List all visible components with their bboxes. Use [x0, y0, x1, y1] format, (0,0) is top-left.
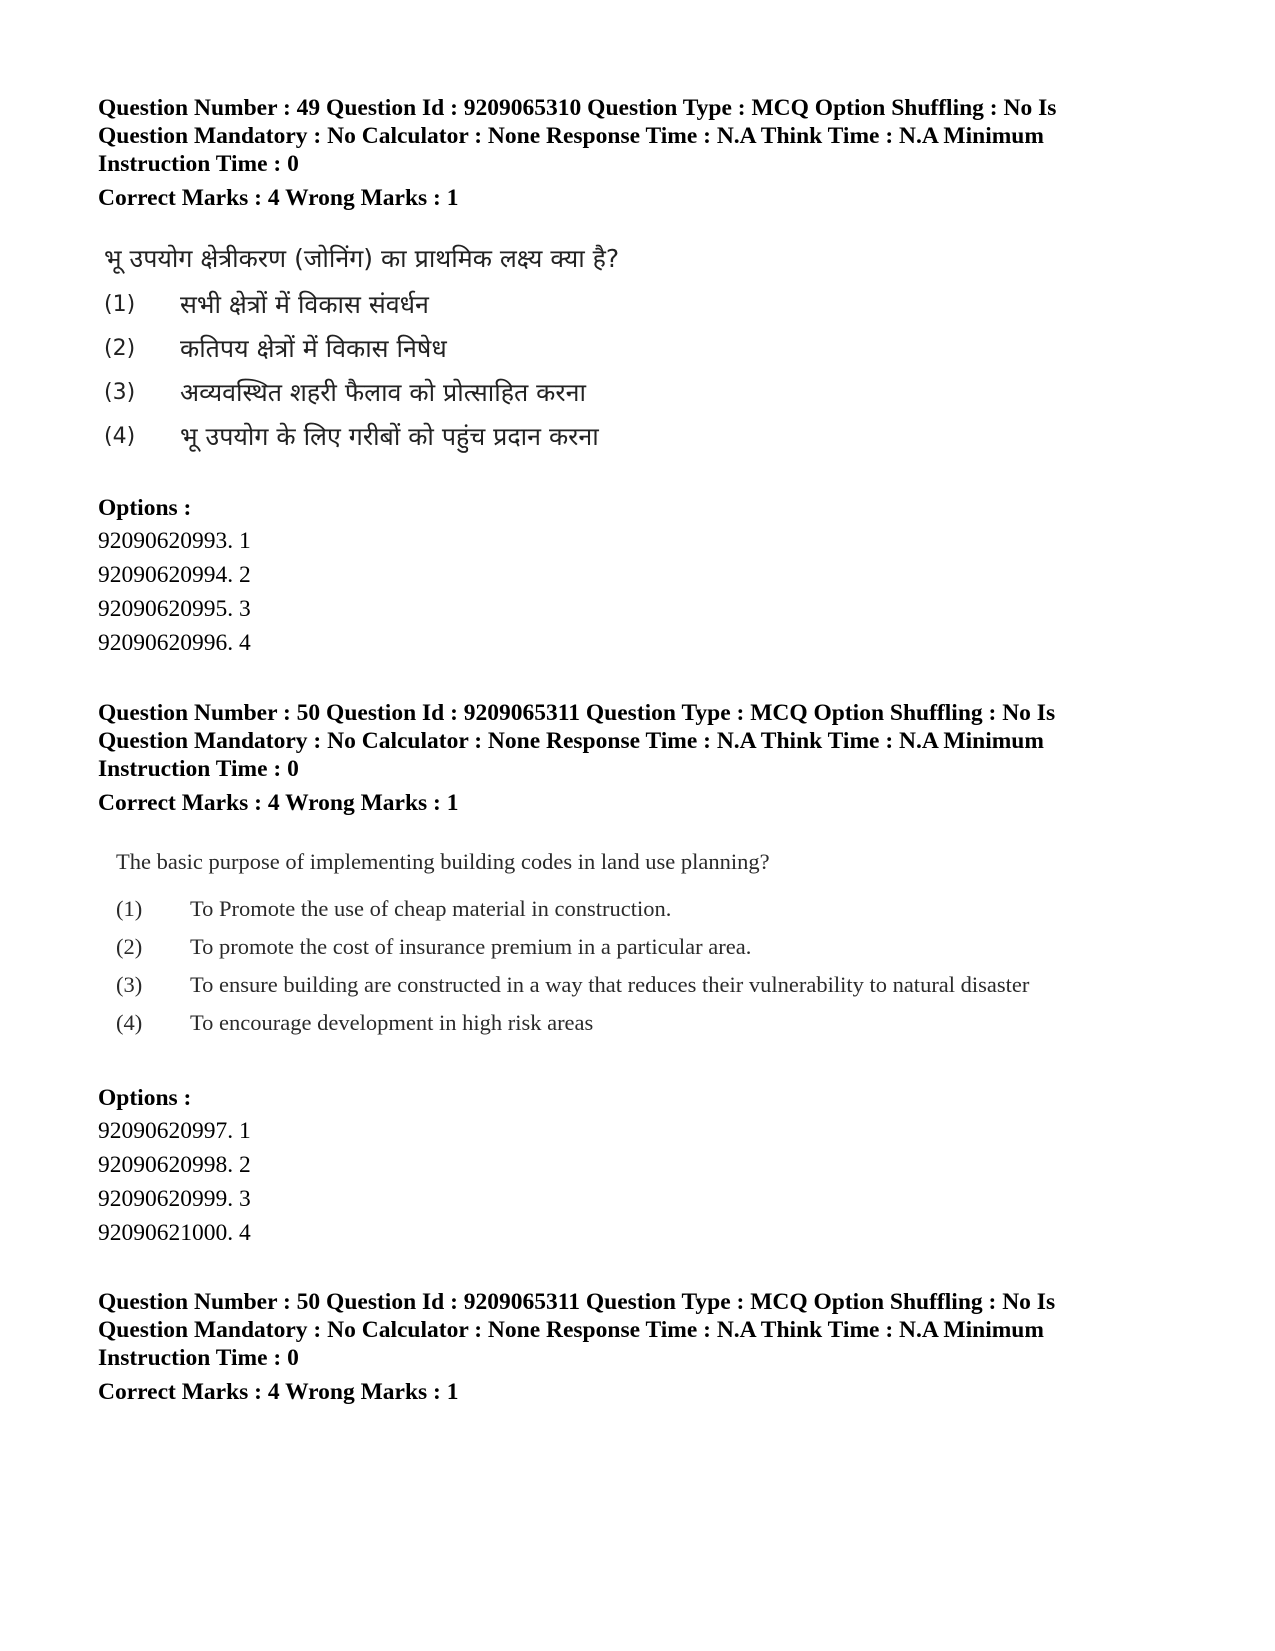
question-meta-line: Question Number : 50 Question Id : 9209065311 Question Type : MCQ Option Shuffling : No Is — [98, 1289, 1056, 1315]
question-stem: भू उपयोग क्षेत्रीकरण (जोनिंग) का प्राथमिक लक्ष्य क्या है? — [104, 244, 620, 273]
options-label: Options : — [98, 1085, 192, 1111]
choice-text: To encourage development in high risk areas — [190, 1010, 594, 1035]
question-49-body — [98, 244, 798, 466]
question-meta-line: Question Mandatory : No Calculator : None Response Time : N.A Think Time : N.A Minimum — [98, 123, 1044, 149]
choice-text: भू उपयोग के लिए गरीबों को पहुंच प्रदान करना — [180, 422, 599, 451]
choice-text: सभी क्षेत्रों में विकास संवर्धन — [180, 290, 429, 319]
option-line: 92090620997. 1 — [98, 1118, 251, 1144]
question-choice — [116, 1010, 1098, 1036]
question-meta-line: Question Mandatory : No Calculator : None Response Time : N.A Think Time : N.A Minimum — [98, 728, 1044, 754]
choice-number: (4) — [104, 424, 136, 449]
question-meta-line: Instruction Time : 0 — [98, 1345, 299, 1371]
option-line: 92090620998. 2 — [98, 1152, 251, 1178]
question-marks: Correct Marks : 4 Wrong Marks : 1 — [98, 1379, 459, 1405]
choice-text: To ensure building are constructed in a way that reduces their vulnerability to natural disaster — [190, 972, 1030, 997]
option-line: 92090620999. 3 — [98, 1186, 251, 1212]
question-50-repeat-header — [98, 1288, 1178, 1406]
question-49-options — [98, 494, 1178, 660]
choice-text: अव्यवस्थित शहरी फैलाव को प्रोत्साहित करना — [180, 378, 586, 407]
choice-number: (1) — [116, 896, 143, 921]
option-line: 92090620994. 2 — [98, 562, 251, 588]
question-choice — [104, 290, 798, 334]
question-meta-line: Question Number : 50 Question Id : 9209065311 Question Type : MCQ Option Shuffling : No Is — [98, 700, 1056, 726]
question-choice — [116, 972, 1098, 998]
question-choice — [104, 334, 798, 378]
question-50-body — [98, 848, 1098, 1048]
question-choice — [116, 934, 1098, 960]
choice-text: To Promote the use of cheap material in construction. — [190, 896, 672, 921]
question-50-options — [98, 1084, 1178, 1250]
question-choice — [116, 896, 1098, 922]
question-50-header — [98, 699, 1178, 817]
question-49-header — [98, 94, 1178, 212]
choice-number: (2) — [116, 934, 143, 959]
question-marks: Correct Marks : 4 Wrong Marks : 1 — [98, 185, 459, 211]
question-choice — [104, 422, 798, 466]
choice-text: कतिपय क्षेत्रों में विकास निषेध — [180, 334, 447, 363]
question-meta-line: Question Number : 49 Question Id : 9209065310 Question Type : MCQ Option Shuffling : No Is — [98, 95, 1057, 121]
choice-number: (2) — [104, 336, 136, 361]
option-line: 92090620993. 1 — [98, 528, 251, 554]
option-line: 92090621000. 4 — [98, 1220, 251, 1246]
question-marks: Correct Marks : 4 Wrong Marks : 1 — [98, 790, 459, 816]
choice-number: (1) — [104, 292, 136, 317]
option-line: 92090620995. 3 — [98, 596, 251, 622]
question-meta-line: Instruction Time : 0 — [98, 151, 299, 177]
options-label: Options : — [98, 495, 192, 521]
choice-text: To promote the cost of insurance premium in a particular area. — [190, 934, 752, 959]
choice-number: (3) — [116, 972, 143, 997]
question-meta-line: Instruction Time : 0 — [98, 756, 299, 782]
question-meta-line: Question Mandatory : No Calculator : None Response Time : N.A Think Time : N.A Minimum — [98, 1317, 1044, 1343]
choice-number: (4) — [116, 1010, 143, 1035]
question-choice — [104, 378, 798, 422]
question-stem: The basic purpose of implementing building codes in land use planning? — [116, 849, 770, 874]
choice-number: (3) — [104, 380, 136, 405]
option-line: 92090620996. 4 — [98, 630, 251, 656]
